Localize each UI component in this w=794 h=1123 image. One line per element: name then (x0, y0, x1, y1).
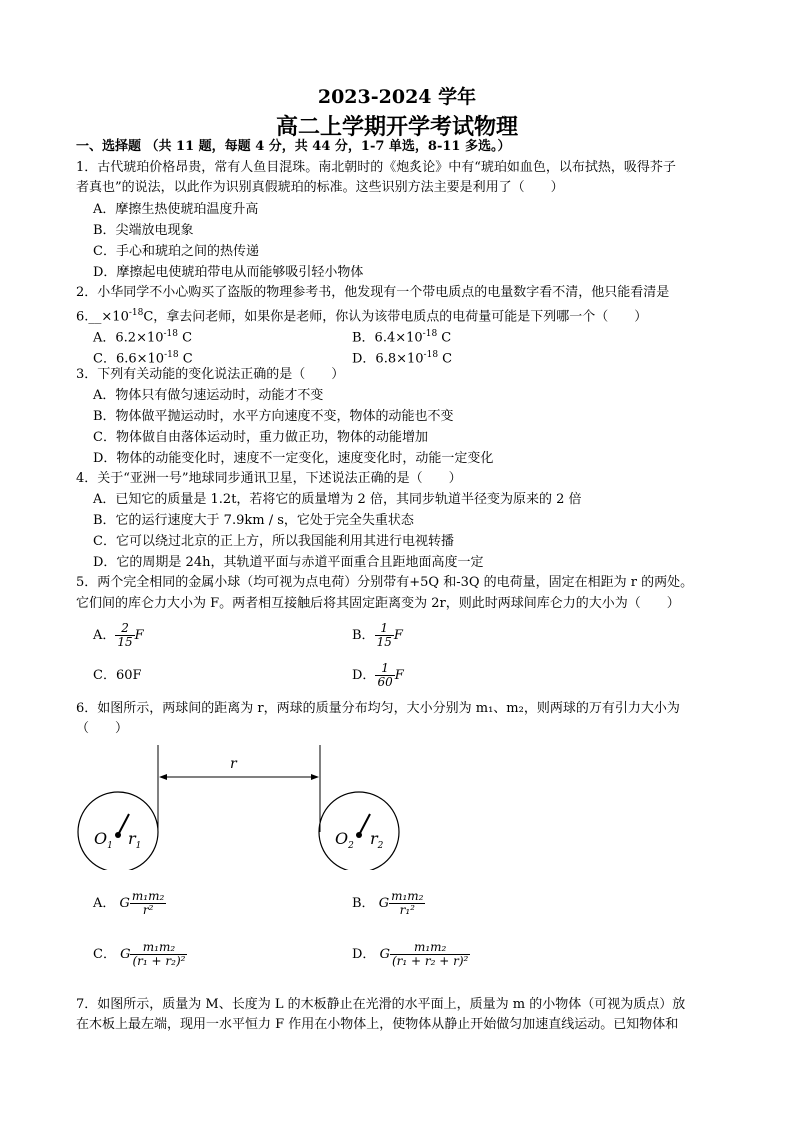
q3-option-c: C．物体做自由落体运动时，重力做正功，物体的动能增加 (93, 430, 428, 445)
q6-option-a: A． G $\frac{\text{m₁m₂}}{\text{r²}}$ (93, 889, 165, 917)
q1-option-c: C．手心和琥珀之间的热传递 (93, 244, 259, 259)
q5-option-c: C．60F (93, 668, 142, 683)
fraction: $\frac{\text{m₁m₂}}{\text{r₁²}}$ (391, 889, 424, 917)
arrow-head-left (159, 774, 167, 780)
left-center-label: $O_1$ (94, 829, 113, 852)
left-sphere (78, 792, 158, 870)
q4-stem: 4．关于“亚洲一号”地球同步通讯卫星，下述说法正确的是（ ） (76, 471, 462, 486)
q4-option-a: A．已知它的质量是 1.2t，若将它的质量增为 2 倍，其同步轨道半径变为原来的 2 倍 (93, 492, 582, 507)
q5-option-b: B． $\frac{1}{15}$ F (352, 621, 403, 649)
q6-option-c: C． G $\frac{\text{m₁m₂}}{\text{(r₁ + r₂)²}}$ (93, 940, 186, 968)
q2-option-d: D．$6.8\times 10^{-18}$ C (352, 350, 453, 367)
q4-option-b: B．它的运行速度大于 7.9km / s，它处于完全失重状态 (93, 513, 414, 528)
q4-option-c: C．它可以绕过北京的正上方，所以我国能利用其进行电视转播 (93, 534, 454, 549)
q7-stem-line1: 7．如图所示，质量为 M、长度为 L 的木板静止在光滑的水平面上，质量为 m 的小物体（可视为质点）放 (76, 997, 686, 1012)
right-center-label: $O_2$ (335, 829, 354, 852)
q1-stem-line1: 1．古代琥珀价格昂贵，常有人鱼目混珠。南北朝时的《炮炙论》中有“琥珀如血色，以布拭热，吸得芥子 (76, 160, 676, 175)
q1-option-d: D．摩擦起电使琥珀带电从而能够吸引轻小物体 (93, 265, 364, 280)
q5-stem-line1: 5．两个完全相同的金属小球（均可视为点电荷）分别带有+5Q 和-3Q 的电荷量，固定在相距为 r 的两处。 (76, 575, 694, 590)
fraction: $\frac{\text{m₁m₂}}{\text{(r₁ + r₂ + r)²}}$ (391, 940, 469, 968)
q5-stem-line2: 它们间的库仑力大小为 F。两者相互接触后将其固定距离变为 2r，则此时两球间库仑力的大小为（ ） (76, 596, 680, 611)
q3-option-a: A．物体只有做匀速运动时，动能才不变 (93, 388, 324, 403)
q2-option-b: B．$6.4\times 10^{-18}$ C (352, 329, 452, 346)
right-radius-label: $r_2$ (370, 829, 384, 852)
right-sphere (319, 792, 399, 870)
right-sphere-radius (359, 814, 370, 835)
page-title: 高二上学期开学考试物理 (275, 114, 518, 140)
q1-option-a: A．摩擦生热使琥珀温度升高 (93, 202, 259, 217)
fraction: $\frac{\text{m₁m₂}}{\text{r²}}$ (131, 889, 165, 917)
q6-option-d: D． G $\frac{\text{m₁m₂}}{\text{(r₁ + r₂ + r)²}}$ (352, 940, 469, 968)
section-heading: 一、选择题 （共 11 题，每题 4 分，共 44 分，1-7 单选，8-11 多选。） (76, 139, 511, 154)
fraction: $\frac{2}{15}$ (117, 621, 133, 649)
q2-option-c: C．$6.6\times 10^{-18}$ C (93, 350, 193, 367)
fraction: $\frac{1}{60}$ (377, 661, 393, 689)
arrow-head-right (311, 774, 319, 780)
q5-option-d: D． $\frac{1}{60}$ F (352, 661, 404, 689)
q3-option-b: B．物体做平抛运动时，水平方向速度不变，物体的动能也不变 (93, 409, 454, 424)
fraction: $\frac{1}{15}$ (376, 621, 392, 649)
q7-stem-line2: 在木板上最左端，现用一水平恒力 F 作用在小物体上，使物体从静止开始做匀加速直线运动。已知物体和 (76, 1017, 679, 1032)
distance-label-r: r (230, 756, 237, 772)
q6-stem-line1: 6．如图所示，两球间的距离为 r，两球的质量分布均匀，大小分别为 m₁、m₂，则两球的万有引力大小为 (76, 701, 680, 716)
q2-option-a: A．$6.2\times 10^{-18}$ C (93, 329, 193, 346)
q6-option-b: B． G $\frac{\text{m₁m₂}}{\text{r₁²}}$ (352, 889, 424, 917)
q4-option-d: D．它的周期是 24h，其轨道平面与赤道平面重合且距地面高度一定 (93, 555, 484, 570)
q5-option-a: A． $\frac{2}{15}$ F (93, 621, 144, 649)
q3-option-d: D．物体的动能变化时，速度不一定变化，速度变化时，动能一定变化 (93, 451, 494, 466)
q3-stem: 3．下列有关动能的变化说法正确的是（ ） (76, 367, 345, 382)
q2-stem-line1: 2．小华同学不小心购买了盗版的物理参考书，他发现有一个带电质点的电量数字看不清，他只能看清是 (76, 285, 670, 300)
title-year: 2023-2024 学年 (317, 86, 477, 108)
q1-option-b: B．尖端放电现象 (93, 223, 194, 238)
fraction: $\frac{\text{m₁m₂}}{\text{(r₁ + r₂)²}}$ (132, 940, 186, 968)
left-radius-label: $r_1$ (128, 829, 142, 852)
q2-stem-line2: $6.\_\_\times 10^{-18}C$，拿去问老师，如果你是老师，你认为该带电质点的电荷量可能是下列哪一个（ ） (76, 308, 648, 325)
q1-stem-line2: 者真也”的说法，以此作为识别真假琥珀的标准。这些识别方法主要是利用了（ ） (76, 180, 564, 195)
q6-stem-line2: （ ） (76, 721, 129, 736)
